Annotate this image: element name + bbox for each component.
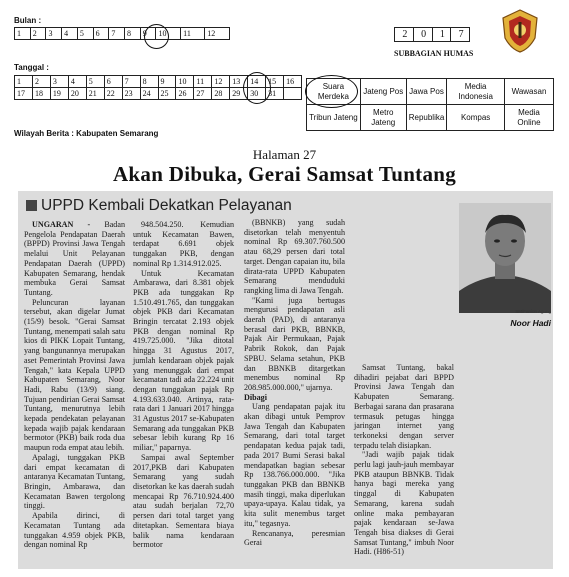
date-cell: 28 [212, 88, 230, 100]
publication-cell: Republika [406, 105, 447, 131]
date-cell: 7 [122, 76, 140, 88]
month-cell: 4 [62, 28, 78, 40]
selected-publication-circle [305, 75, 358, 108]
portrait-photo [459, 203, 551, 313]
article-subheading: Dibagi [244, 392, 267, 402]
article-paragraph: 948.504.250. Kemudian untuk Kecamatan Bawen, terdapat 6.691 objek tunggakan PKB, dengan nominal Rp 1.314.912.025. [133, 220, 234, 268]
article-paragraph: Apalagi, tunggakan PKB dari empat kecamatan di antaranya Kecamatan Tuntang, Bringin, Ambarawa, dan Kecamatan Bawen tergolong tinggi. [24, 452, 125, 511]
month-cell: 8 [125, 28, 141, 40]
year-digit-cell: 7 [451, 28, 470, 42]
wilayah-label: Wilayah Berita : Kabupaten Semarang [14, 129, 159, 138]
publication-cell: Jawa Pos [406, 79, 447, 105]
date-cell: 23 [122, 88, 140, 100]
publication-cell: Metro Jateng [360, 105, 406, 131]
month-cell: 12 [205, 28, 230, 40]
date-cell: 11 [194, 76, 212, 88]
date-cell: 14 [248, 76, 266, 88]
month-cell: 10 [156, 28, 181, 40]
date-cell: 19 [50, 88, 68, 100]
date-cell: 2 [32, 76, 50, 88]
date-cell: 4 [68, 76, 86, 88]
publication-cell: Wawasan [504, 79, 553, 105]
article-paragraph: Samsat Tuntang, bakal dihadiri pejabat dari BPPD Provinsi Jawa Tengah dan Kabupaten Semarang. Berbagai sarana dan prasarana termasuk petugas hingga jaringan internet yang terkoneksi dengan server terpadu telah disiapkan. [354, 363, 454, 450]
date-cell: 31 [266, 88, 284, 100]
news-clipping [18, 191, 553, 569]
article-column-2 [133, 220, 234, 550]
kicker [26, 197, 292, 215]
month-cell: 9 [140, 28, 156, 40]
central-java-emblem [499, 8, 541, 54]
month-cell: 3 [46, 28, 62, 40]
article-paragraph: Uang pendapatan pajak itu akan dibagi untuk Pemprov Jawa Tengah dan Kabupaten Semarang, dari total target pendapatan kedua pajak tadi, pada 2017 Bumi Serasi bakal mendapatkan bagian sebesar Rp 138.766.000.000. "Jika tunggakan PKB dan BBNKB masih tinggi, maka diperlukan upaya-upaya. Kalau tidak, ya kita sulit menembus target itu," tegasnya. [244, 402, 345, 528]
article-paragraph: "Kami juga bertugas mengurusi pendapatan asli daerah (PAD), di antaranya berasal dari PKB, BBNKB, Pajak Air Permukaan, Pajak Pabrik Rokok, dan Pajak SPBU. Selama setahun, PKB dan BBNKB ditargetkan menembus nominal Rp 208.985.000.000," ujarnya. [244, 295, 345, 392]
article-paragraph: "Jadi wajib pajak tidak perlu lagi jauh-jauh membayar PKB ataupun BBNKB. Tidak hanya bagi mereka yang tinggal di Kabupaten Semarang, karena sudah online maka pembayaran pajak kendaraan se-Jawa Tengah bisa diakses di Gerai Samsat Tuntang," imbuh Noor Hadi. (H86-51) [354, 450, 454, 557]
date-cell: 16 [284, 76, 302, 88]
date-cell [284, 88, 302, 100]
date-cell: 12 [212, 76, 230, 88]
month-grid [14, 27, 230, 40]
tanggal-label: Tanggal : [14, 63, 49, 72]
article-column-4-top [354, 363, 454, 557]
article-paragraph: Sampai awal September 2017,PKB dari Kabupaten Semarang yang sudah disetorkan ke kas daerah sudah mencapai Rp 76.710.924.400 atau sudah berjalan 72,70 persen dari total target yang ditetapkan. Sementara biaya balik nama kendaraan bermotor [133, 452, 234, 550]
publication-cell: Media Indonesia [447, 79, 505, 105]
bulan-label: Bulan : [14, 16, 42, 25]
date-cell: 15 [266, 76, 284, 88]
selected-month-circle [144, 24, 169, 49]
month-cell: 7 [109, 28, 125, 40]
date-cell: 6 [104, 76, 122, 88]
year-digit-cell: 1 [432, 28, 451, 42]
date-cell: 26 [176, 88, 194, 100]
article-paragraph: Rencananya, peresmian Gerai [244, 528, 345, 548]
month-cell: 5 [77, 28, 93, 40]
date-cell: 21 [86, 88, 104, 100]
article-paragraph: Peluncuran layanan tersebut, akan digelar Jumat (15/9) besok. "Gerai Samsat Tuntang, menempati salah satu kios di PIKK Lopait Tuntang, yang bangunannya merupakan aset Pemerintah Provinsi Jawa Tengah," kata Kepala UPPD Kabupaten Semarang, Noor Hadi, Rabu (13/9) siang. Tujuan pendirian Gerai Samsat Tuntang, menurutnya lebih kepada pendekatan pelayanan kepada wajib pajak kendaraan bermotor (PKB) baik roda dua maupun roda empat atau lebih. [24, 297, 125, 453]
kicker-square-icon [26, 200, 37, 211]
department-label: SUBBAGIAN HUMAS [394, 49, 474, 58]
date-cell: 10 [176, 76, 194, 88]
date-cell: 30 [248, 88, 266, 100]
month-cell: 6 [93, 28, 109, 40]
article-paragraph: Untuk Kecamatan Ambarawa, dari 8.381 objek PKB ada tunggakan Rp 1.510.491.765, dan tunggakan objek PKB dari Kecamatan Bringin tercatat 2.193 objek PKB dengan nominal Rp 419.725.000. "Jika ditotal hingga 31 Agustus 2017, jumlah kendaraan objek pajak yang menunggak dari empat kecamatan tadi ada 22.224 unit dengan tunggakan pajak Rp 4.193.633.040. Artinya, rata-rata dari 1 Januari 2017 hingga 31 Agustus 2017 se-Kabupaten Semarang ada tunggakan PKB sebesar lebih kurang Rp 16 miliar," paparnya. [133, 268, 234, 453]
year-digit-cell: 0 [413, 28, 432, 42]
date-cell: 13 [230, 76, 248, 88]
page-number: Halaman 27 [252, 147, 317, 162]
month-cell: 2 [30, 28, 46, 40]
kicker-text: UPPD Kembali Dekatkan Pelayanan [41, 197, 292, 214]
article-paragraph: Apabila dirinci, di Kecamatan Tuntang ada tunggakan 4.959 objek PKB, dengan nominal Rp [24, 511, 125, 550]
date-cell: 17 [15, 88, 33, 100]
date-cell: 8 [140, 76, 158, 88]
selected-date-circle [243, 72, 271, 104]
headline: Akan Dibuka, Gerai Samsat Tuntang [112, 162, 457, 186]
publication-cell: Media Online [504, 105, 553, 131]
date-cell: 18 [32, 88, 50, 100]
date-cell: 9 [158, 76, 176, 88]
photo-credit: SM/Fanion Agung [515, 309, 551, 314]
publication-cell: Jateng Pos [360, 79, 406, 105]
date-cell: 5 [86, 76, 104, 88]
article-paragraph: UNGARAN - Badan Pengelola Pendapatan Daerah (BPPD) Provinsi Jawa Tengah melalui Unit Pelayanan Pendapatan Daerah (UPPD) Kabupaten Semarang, hendak membuka Gerai Samsat Tuntang. [24, 220, 125, 297]
month-cell: 1 [15, 28, 31, 40]
publication-cell: Tribun Jateng [307, 105, 361, 131]
date-cell: 22 [104, 88, 122, 100]
date-cell: 27 [194, 88, 212, 100]
month-cell: 11 [181, 28, 205, 40]
year-box [394, 27, 470, 42]
date-cell: 1 [15, 76, 33, 88]
date-cell: 25 [158, 88, 176, 100]
date-cell: 3 [50, 76, 68, 88]
publication-cell: Kompas [447, 105, 505, 131]
article-column-1 [24, 220, 125, 550]
year-digit-cell: 2 [395, 28, 414, 42]
photo-caption: Noor Hadi [510, 318, 551, 328]
date-cell: 29 [230, 88, 248, 100]
article-column-3 [244, 218, 345, 548]
date-cell: 20 [68, 88, 86, 100]
publication-cell: Suara Merdeka [307, 79, 361, 105]
article-paragraph: (BBNKB) yang sudah disetorkan telah menyentuh nominal Rp 69.307.760.500 atau 68,29 persen dari total target. Dengan capaian itu, bila dirata-rata UPPD Kabupaten Semarang menduduki rangking lima di Jawa Tengah. [244, 218, 345, 295]
date-cell: 24 [140, 88, 158, 100]
